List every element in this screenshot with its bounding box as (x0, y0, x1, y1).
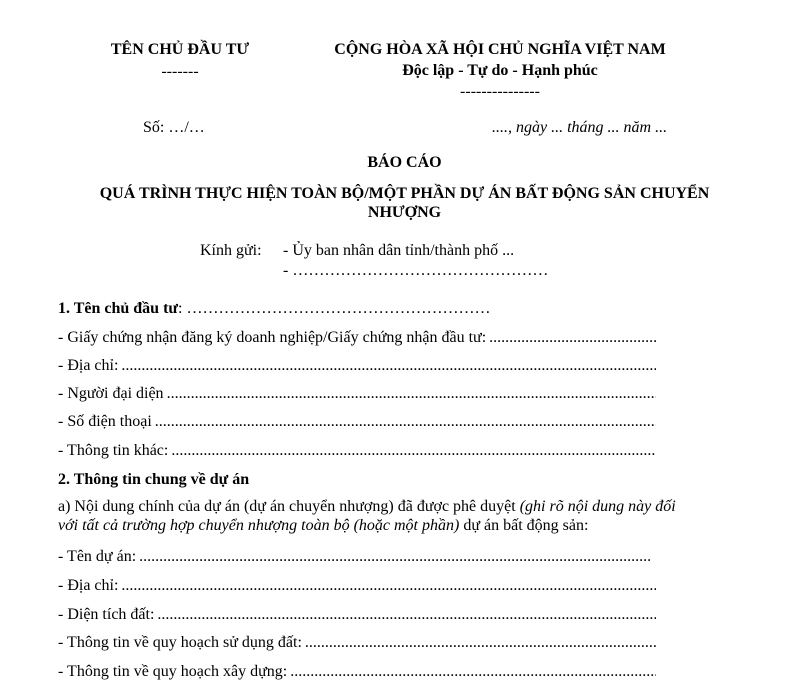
report-subtitle-line1: QUÁ TRÌNH THỰC HIỆN TOÀN BỘ/MỘT PHẦN DỰ ÁN BẤT ĐỘNG SẢN CHUYỂN (99, 185, 710, 202)
report-subtitle-line2: NHƯỢNG (367, 204, 442, 221)
field-label: - Người đại diện (58, 385, 164, 402)
section2a-line1 (58, 497, 676, 517)
field-address[interactable] (58, 356, 656, 376)
national-title: CỘNG HÒA XÃ HỘI CHỦ NGHĨA VIỆT NAM (334, 41, 666, 58)
field-project-address[interactable] (58, 576, 656, 596)
field-land-area[interactable] (58, 605, 656, 625)
field-business-certificate[interactable] (58, 328, 656, 348)
section1-title: 1. Tên chủ đầu tư (58, 300, 179, 317)
recipient-line1: - Ủy ban nhân dân tỉnh/thành phố ... (283, 242, 515, 259)
field-land-use-planning[interactable] (58, 633, 656, 653)
fill-leader (171, 441, 656, 461)
field-label: - Thông tin về quy hoạch sử dụng đất: (58, 634, 302, 651)
recipient-label: Kính gửi: (200, 242, 262, 259)
section2-heading: 2. Thông tin chung về dự án (58, 471, 250, 488)
fill-leader (121, 576, 656, 596)
investor-name-heading: TÊN CHỦ ĐẦU TƯ (110, 41, 250, 58)
para-italic-note: (ghi rõ nội dung này đối (519, 498, 676, 515)
fill-leader (121, 356, 656, 376)
fill-leader (155, 412, 656, 432)
right-rule: --------------- (460, 83, 540, 100)
para-italic-note: với tất cả trường hợp chuyển nhượng toàn bộ (hoặc một phần) (58, 517, 460, 534)
section1-heading (58, 299, 490, 319)
section2a-line2 (58, 516, 588, 536)
field-label: - Tên dự án: (58, 548, 137, 565)
fill-leader (290, 662, 656, 682)
para-text: a) Nội dung chính của dự án (dự án chuyển nhượng) đã được phê duyệt (58, 498, 520, 515)
field-representative[interactable] (58, 384, 656, 404)
recipient-line2: - ………………………………………… (283, 262, 549, 279)
fill-leader (305, 633, 656, 653)
report-title: BÁO CÁO (367, 154, 442, 171)
field-construction-planning[interactable] (58, 662, 656, 682)
national-motto: Độc lập - Tự do - Hạnh phúc (402, 62, 598, 79)
field-label: - Diện tích đất: (58, 606, 155, 623)
field-other-info[interactable] (58, 441, 656, 461)
fill-leader (489, 328, 656, 348)
field-label: - Số điện thoại (58, 413, 152, 430)
fill-leader (157, 605, 656, 625)
document-date: ...., ngày ... tháng ... năm ... (492, 119, 668, 136)
left-rule: ------- (161, 63, 199, 80)
para-text: dự án bất động sản: (459, 517, 589, 534)
field-label: - Giấy chứng nhận đăng ký doanh nghiệp/Giấy chứng nhận đầu tư: (58, 329, 487, 346)
section1-fill: : ………………………………………………… (178, 300, 491, 317)
document-number: Số: …/… (143, 119, 205, 136)
fill-leader (167, 384, 656, 404)
field-phone[interactable] (58, 412, 656, 432)
field-project-name[interactable] (58, 547, 652, 567)
fill-leader (139, 547, 652, 567)
field-label: - Thông tin khác: (58, 442, 169, 459)
field-label: - Địa chỉ: (58, 577, 119, 594)
field-label: - Thông tin về quy hoạch xây dựng: (58, 663, 288, 680)
field-label: - Địa chỉ: (58, 357, 119, 374)
